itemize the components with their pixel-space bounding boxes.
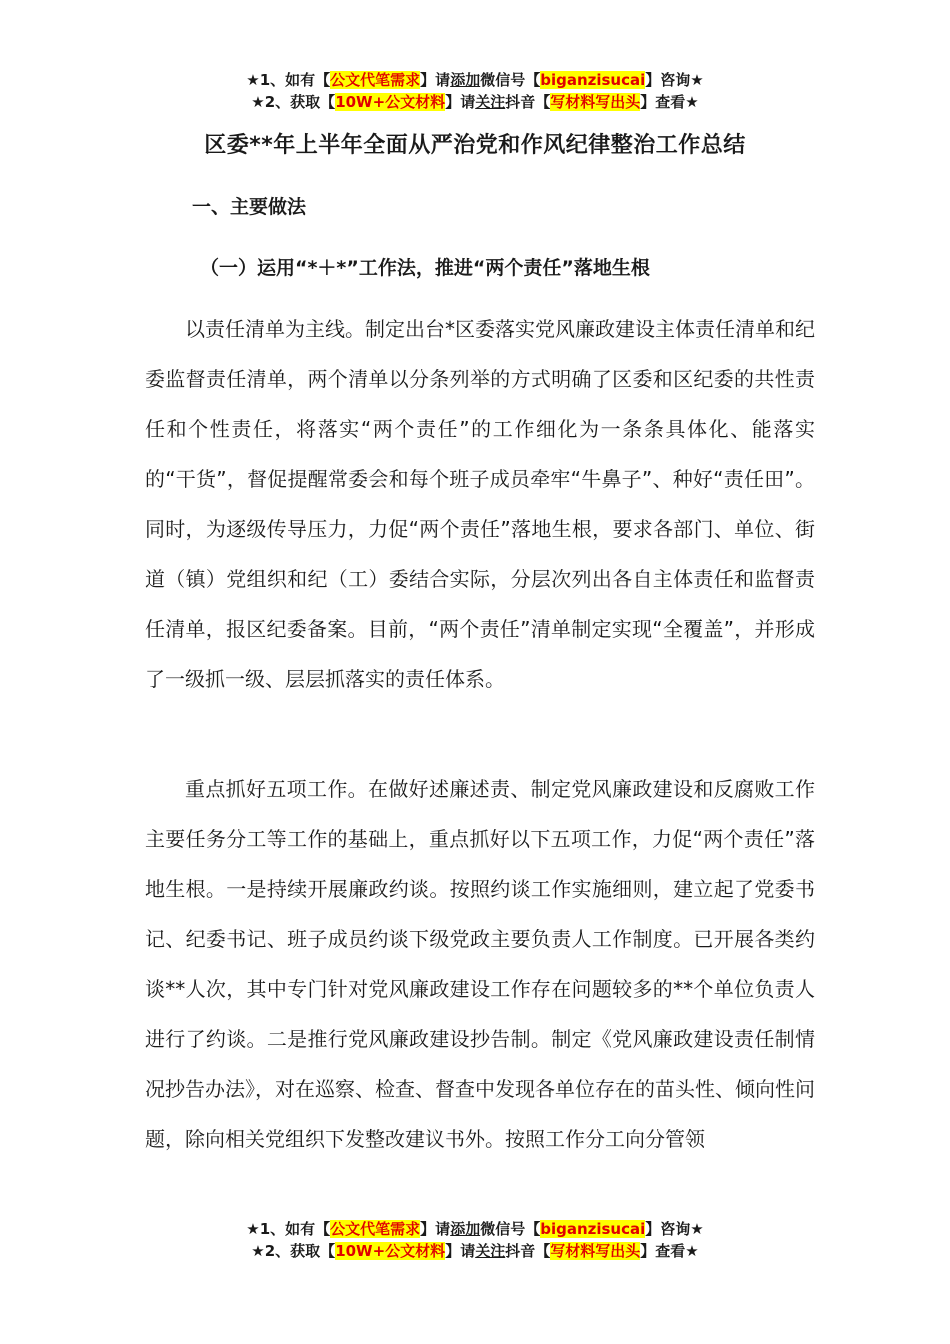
ad-text: ★2、获取【 — [251, 1242, 336, 1260]
ad-text: 】查看★ — [640, 93, 699, 111]
ad-line-1 — [0, 69, 950, 91]
ad-text: 】请 — [445, 93, 476, 111]
bottom-ad-banner — [0, 1218, 950, 1262]
ad-line-2 — [0, 91, 950, 113]
ad-highlight: biganzisucai — [540, 1220, 646, 1238]
ad-emphasis: 添加 — [450, 71, 481, 89]
ad-text: 】查看★ — [640, 1242, 699, 1260]
ad-text: ★1、如有【 — [246, 71, 331, 89]
ad-line-1 — [0, 1218, 950, 1240]
top-ad-banner — [0, 69, 950, 113]
ad-emphasis: 关注 — [475, 93, 506, 111]
ad-text: 】请 — [420, 71, 451, 89]
ad-highlight: 写材料写出头 — [550, 93, 641, 111]
body-paragraph: 重点抓好五项工作。在做好述廉述责、制定党风廉政建设和反腐败工作主要任务分工等工作的基础上，重点抓好以下五项工作，力促“两个责任”落地生根。一是持续开展廉政约谈。按照约谈工作实施细则，建立起了党委书记、纪委书记、班子成员约谈下级党政主要负责人工作制度。已开展各类约谈**人次，其中专门针对党风廉政建设工作存在问题较多的**个单位负责人进行了约谈。二是推行党风廉政建设抄告制。制定《党风廉政建设责任制情况抄告办法》，对在巡察、检查、督查中发现各单位存在的苗头性、倾向性问题，除向相关党组织下发整改建议书外。按照工作分工向分管领 — [145, 777, 815, 1151]
ad-highlight: 10W+公文材料 — [335, 1242, 446, 1260]
ad-highlight: 公文代笔需求 — [330, 71, 421, 89]
ad-emphasis: 关注 — [475, 1242, 506, 1260]
ad-highlight: 公文代笔需求 — [330, 1220, 421, 1238]
ad-text: 】咨询★ — [645, 1220, 704, 1238]
ad-text: 抖音【 — [505, 93, 551, 111]
ad-text: 微信号【 — [480, 71, 541, 89]
ad-emphasis: 添加 — [450, 1220, 481, 1238]
body-paragraph: 以责任清单为主线。制定出台*区委落实党风廉政建设主体责任清单和纪委监督责任清单，两个清单以分条列举的方式明确了区委和区纪委的共性责任和个性责任，将落实“两个责任”的工作细化为一条条具体化、能落实的“干货”，督促提醒常委会和每个班子成员牵牢“牛鼻子”、种好“责任田”。同时，为逐级传导压力，力促“两个责任”落地生根，要求各部门、单位、街道（镇）党组织和纪（工）委结合实际，分层次列出各自主体责任和监督责任清单，报区纪委备案。目前，“两个责任”清单制定实现“全覆盖”，并形成了一级抓一级、层层抓落实的责任体系。 — [145, 317, 815, 691]
ad-text: 抖音【 — [505, 1242, 551, 1260]
ad-highlight: 写材料写出头 — [550, 1242, 641, 1260]
ad-text: 】请 — [445, 1242, 476, 1260]
ad-highlight: biganzisucai — [540, 71, 646, 89]
document-title: 区委**年上半年全面从严治党和作风纪律整治工作总结 — [204, 133, 746, 158]
ad-text: ★2、获取【 — [251, 93, 336, 111]
ad-text: ★1、如有【 — [246, 1220, 331, 1238]
subsection-heading: （一）运用“*＋*”工作法，推进“两个责任”落地生根 — [200, 257, 650, 279]
section-heading: 一、主要做法 — [192, 196, 307, 218]
ad-text: 】请 — [420, 1220, 451, 1238]
ad-text: 微信号【 — [480, 1220, 541, 1238]
ad-text: 】咨询★ — [645, 71, 704, 89]
ad-highlight: 10W+公文材料 — [335, 93, 446, 111]
ad-line-2 — [0, 1240, 950, 1262]
